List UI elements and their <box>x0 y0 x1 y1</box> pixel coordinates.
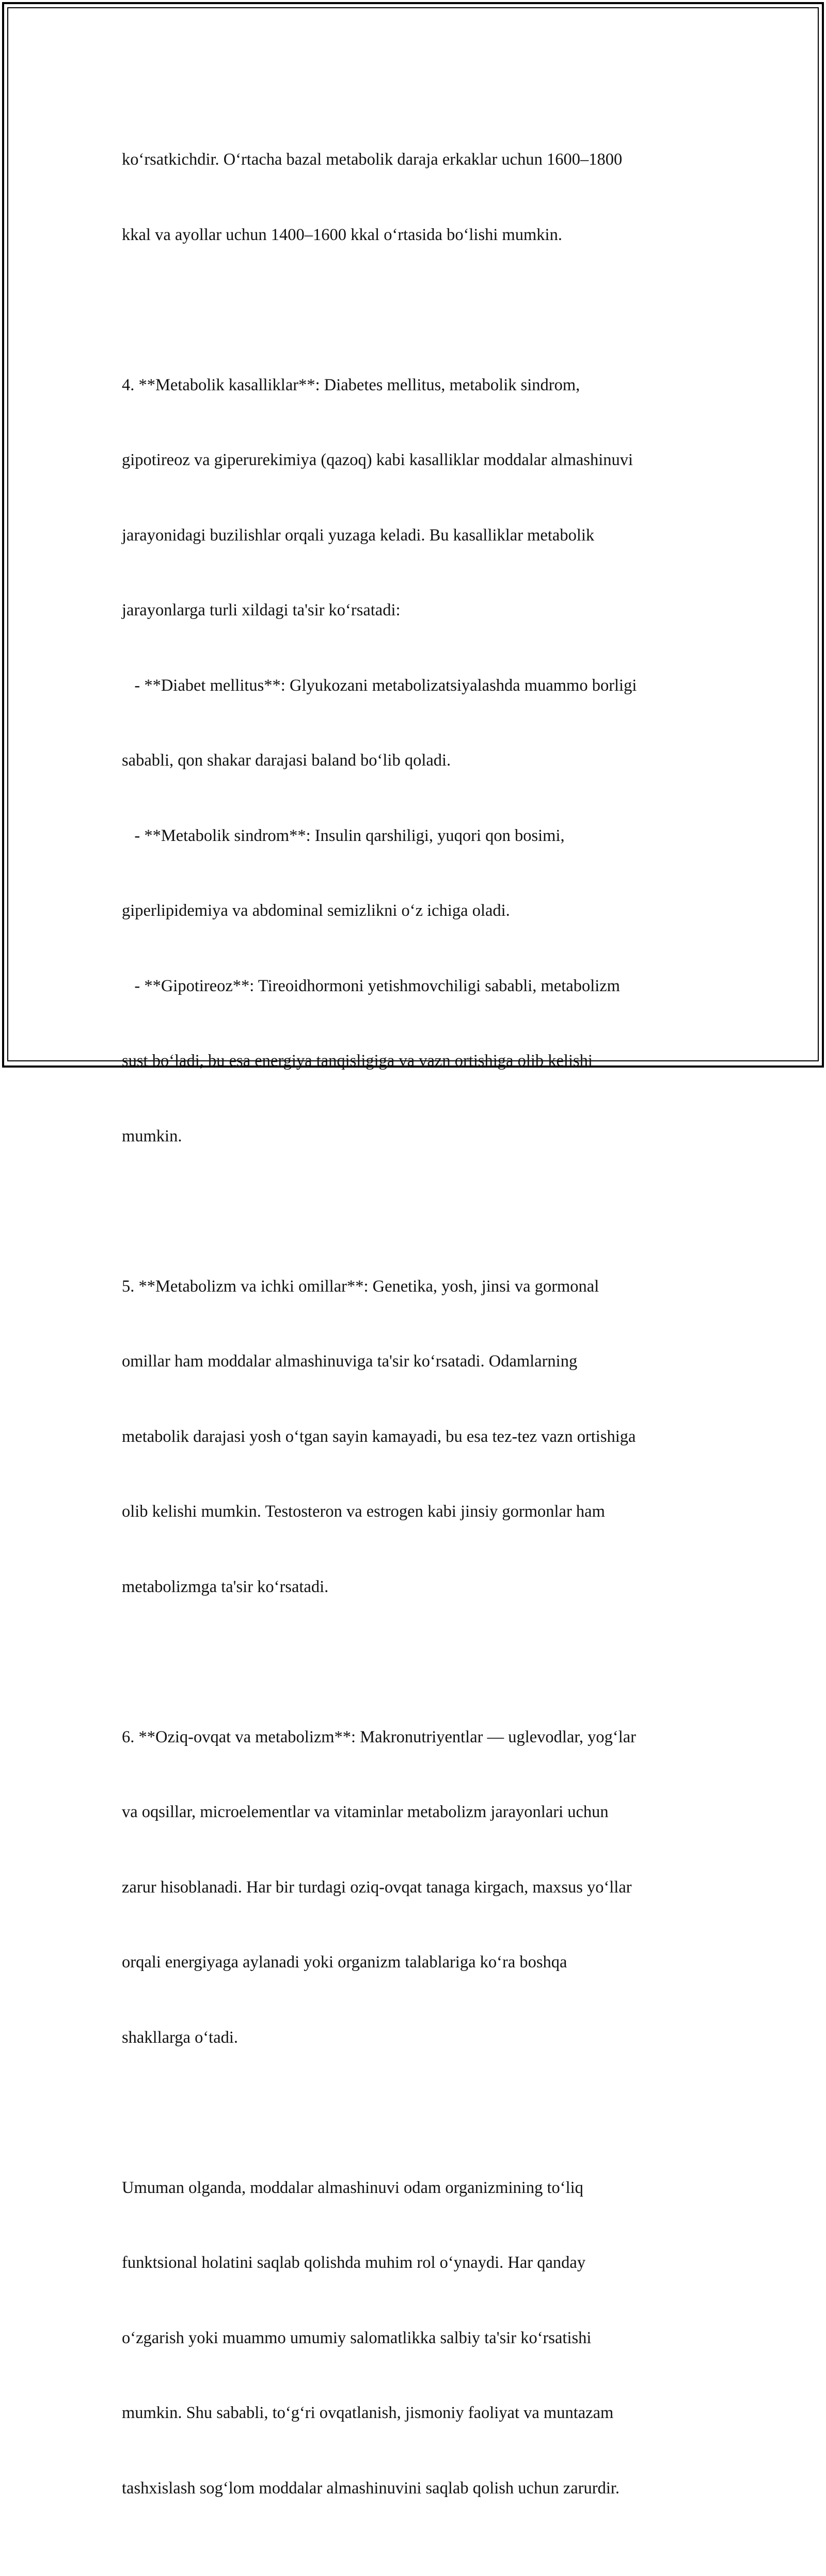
text-line: omillar ham moddalar almashinuviga ta'sir ko‘rsatadi. Odamlarning <box>122 1352 578 1371</box>
list-item-metabolic-syndrome: - **Metabolik sindrom**: Insulin qarshiligi, yuqori qon bosimi, <box>122 826 565 845</box>
text-line: 5. **Metabolizm va ichki omillar**: Genetika, yosh, jinsi va gormonal <box>122 1277 599 1296</box>
text-line: va oqsillar, microelementlar va vitaminlar metabolizm jarayonlari uchun <box>122 1803 609 1821</box>
paragraph-metabolic-diseases <box>122 323 721 1199</box>
text-line: metabolizmga ta'sir ko‘rsatadi. <box>122 1577 329 1596</box>
text-line: metabolik darajasi yosh o‘tgan sayin kamayadi, bu esa tez-tez vazn ortishiga <box>122 1427 636 1446</box>
text-line: jarayonlarga turli xildagi ta'sir ko‘rsatadi: <box>122 601 401 619</box>
paragraph-metabolic-rate <box>122 97 721 297</box>
text-line: kkal va ayollar uchun 1400–1600 kkal o‘rtasida bo‘lishi mumkin. <box>122 225 562 244</box>
text-line: shakllarga o‘tadi. <box>122 2028 239 2047</box>
paragraph-nutrition <box>122 1675 721 2101</box>
document-body <box>122 97 721 2576</box>
paragraph-internal-factors <box>122 1224 721 1650</box>
text-line: 4. **Metabolik kasalliklar**: Diabetes mellitus, metabolik sindrom, <box>122 375 580 394</box>
text-line: giperlipidemiya va abdominal semizlikni o‘z ichiga oladi. <box>122 901 510 920</box>
list-item-diabetes: - **Diabet mellitus**: Glyukozani metabolizatsiyalashda muammo borligi <box>122 676 637 695</box>
text-line: Umuman olganda, moddalar almashinuvi odam organizmining to‘liq <box>122 2178 583 2197</box>
text-line: mumkin. Shu sababli, to‘g‘ri ovqatlanish, jismoniy faoliyat va muntazam <box>122 2404 614 2422</box>
text-line: ko‘rsatkichdir. O‘rtacha bazal metabolik daraja erkaklar uchun 1600–1800 <box>122 150 623 169</box>
list-item-hypothyroidism: - **Gipotireoz**: Tireoidhormoni yetishmovchiligi sababli, metabolizm <box>122 976 620 995</box>
text-line: o‘zgarish yoki muammo umumiy salomatlikka salbiy ta'sir ko‘rsatishi <box>122 2328 592 2347</box>
text-line: orqali energiyaga aylanadi yoki organizm talablariga ko‘ra boshqa <box>122 1953 567 1971</box>
paragraph-conclusion <box>122 2125 721 2551</box>
text-line: olib kelishi mumkin. Testosteron va estrogen kabi jinsiy gormonlar ham <box>122 1502 605 1521</box>
text-line: gipotireoz va giperurekimiya (qazoq) kabi kasalliklar moddalar almashinuvi <box>122 451 633 469</box>
text-line: 6. **Oziq-ovqat va metabolizm**: Makronutriyentlar — uglevodlar, yog‘lar <box>122 1727 636 1746</box>
text-line: sababli, qon shakar darajasi baland bo‘lib qoladi. <box>122 751 451 770</box>
text-line: jarayonidagi buzilishlar orqali yuzaga keladi. Bu kasalliklar metabolik <box>122 526 595 545</box>
text-line: funktsional holatini saqlab qolishda muhim rol o‘ynaydi. Har qanday <box>122 2253 586 2272</box>
text-line: mumkin. <box>122 1126 182 1146</box>
text-line: sust bo‘ladi, bu esa energiya tanqisligiga va vazn ortishiga olib kelishi <box>122 1052 593 1070</box>
text-line: tashxislash sog‘lom moddalar almashinuvini saqlab qolish uchun zarurdir. <box>122 2478 620 2498</box>
text-line: zarur hisoblanadi. Har bir turdagi oziq-ovqat tanaga kirgach, maxsus yo‘llar <box>122 1878 632 1897</box>
